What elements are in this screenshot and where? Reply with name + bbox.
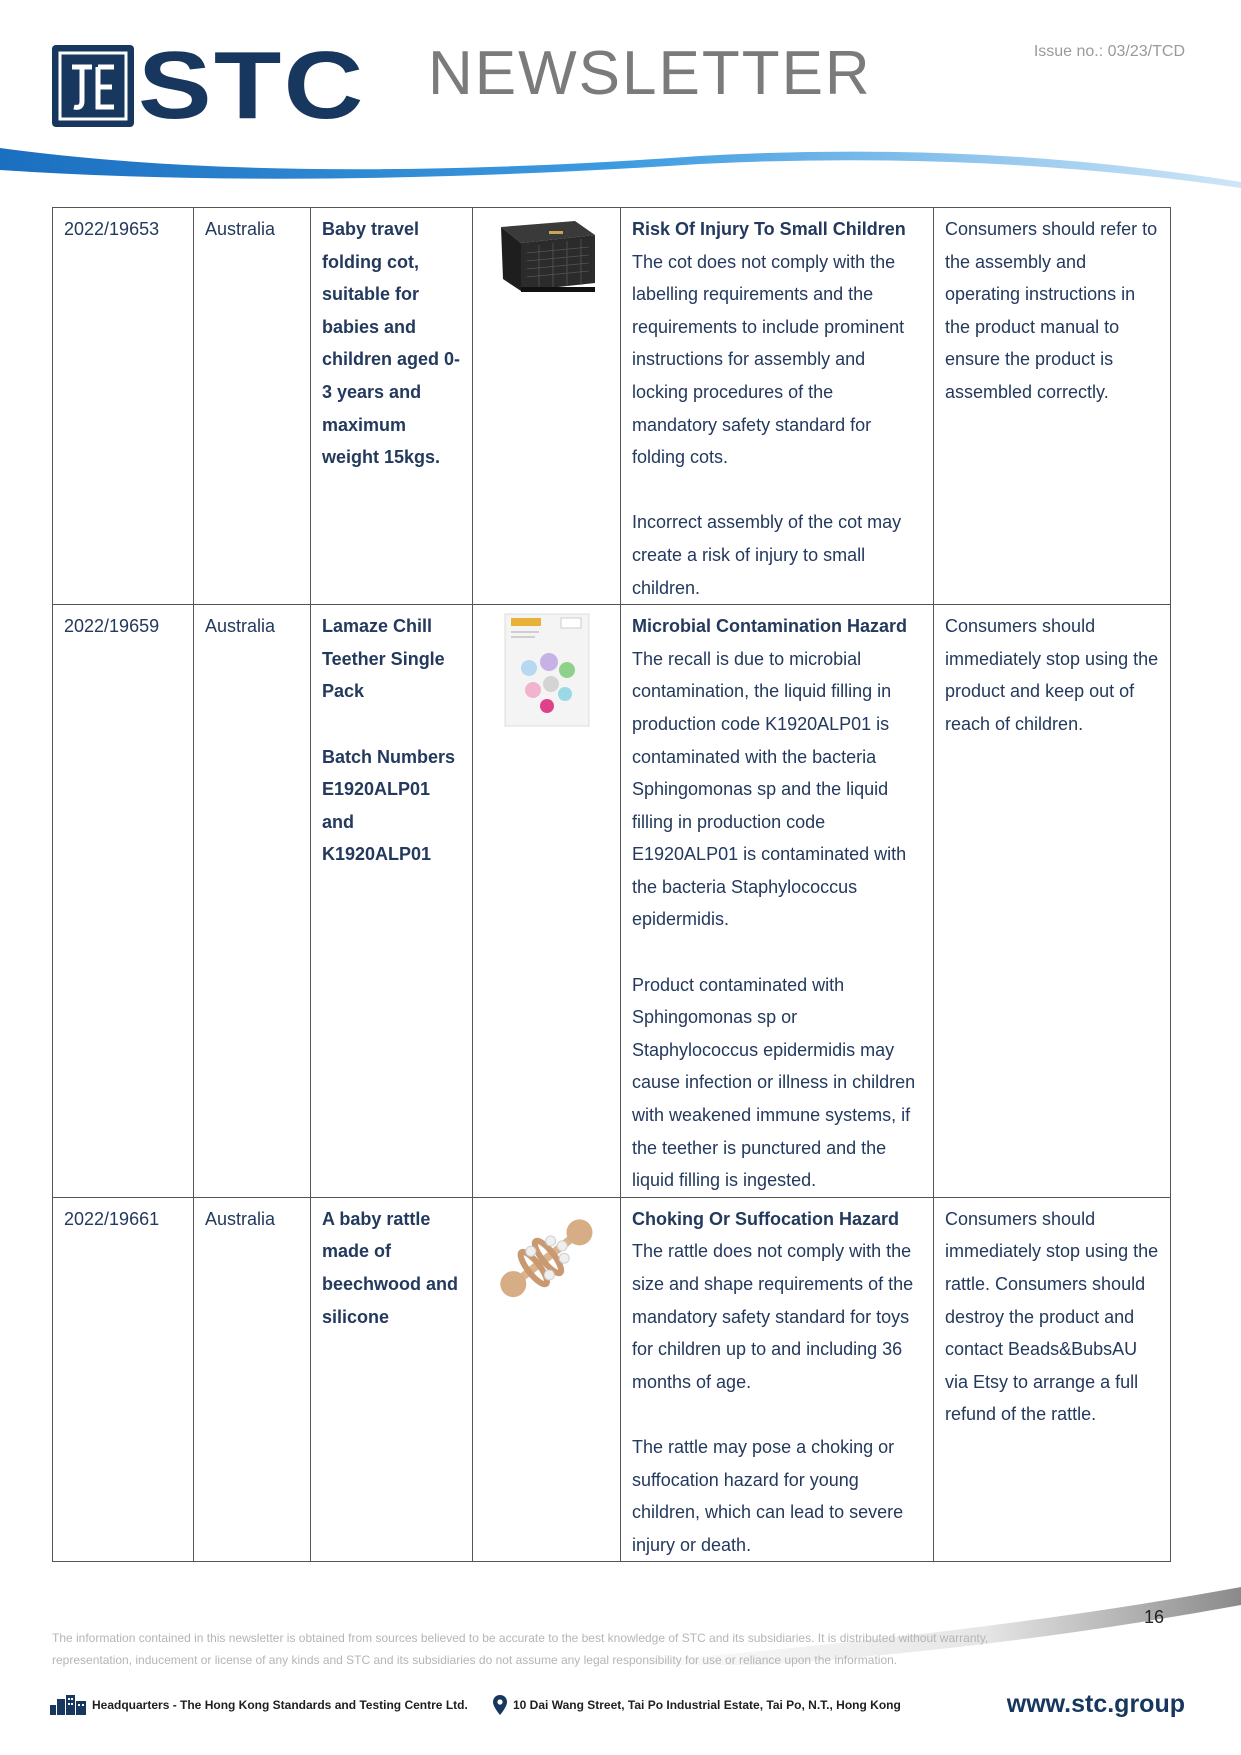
product-description: A baby rattle made of beechwood and silicone (311, 1197, 473, 1562)
hazard-paragraph: The rattle does not comply with the size and shape requirements of the mandatory safety standard for toys for children up to and including 36 months of age. (632, 1241, 914, 1392)
address (493, 1695, 901, 1715)
website-link[interactable]: www.stc.group (1006, 1690, 1185, 1718)
page-number: 16 (1144, 1607, 1165, 1627)
recommended-action: Consumers should refer to the assembly and operating instructions in the product manual to ensure the product is assembled correctly. (934, 208, 1171, 605)
product-photo (473, 605, 621, 1198)
building-icon (50, 1695, 86, 1715)
address-text: 10 Dai Wang Street, Tai Po Industrial Estate, Tai Po, N.T., Hong Kong (513, 1698, 901, 1712)
disclaimer: The information contained in this newsletter is obtained from sources believed to be accurate to the best knowledge of STC and its subsidiaries. It is distributed without warranty, representation, inducement or license of any kinds and STC and its subsidiaries do not assume any legal responsibility for use or reliance upon the information. (52, 1631, 989, 1667)
recommended-action: Consumers should immediately stop using the rattle. Consumers should destroy the product and contact Beads&BubsAU via Etsy to arrange a full refund of the rattle. (934, 1197, 1171, 1562)
table-row (53, 1197, 1171, 1562)
headquarters (50, 1695, 468, 1715)
product-description: Baby travel folding cot, suitable for babies and children aged 0-3 years and maximum weight 15kgs. (311, 208, 473, 605)
table-row (53, 605, 1171, 1198)
folding-cot-photo-icon (491, 213, 603, 295)
wooden-rattle-photo-icon (491, 1203, 603, 1313)
hazard-paragraph: The rattle may pose a choking or suffocation hazard for young children, which can lead to severe injury or death. (632, 1436, 904, 1555)
hazard-title: Microbial Contamination Hazard (632, 616, 908, 637)
teether-pack-photo-icon (499, 610, 595, 730)
country: Australia (194, 1197, 311, 1562)
hazard-title: Risk Of Injury To Small Children (632, 219, 906, 239)
country: Australia (194, 208, 311, 605)
stc-logo-mark-icon (52, 45, 134, 127)
hazard-paragraph: Incorrect assembly of the cot may create a risk of injury to small children. (632, 512, 902, 598)
headquarters-text: Headquarters - The Hong Kong Standards and Testing Centre Ltd. (92, 1698, 468, 1712)
product-description: Lamaze Chill Teether Single Pack Batch Numbers E1920ALP01 and K1920ALP01 (311, 605, 473, 1198)
hazard-description (621, 1197, 934, 1562)
hazard-paragraph: Product contaminated with Sphingomonas sp or Staphylococcus epidermidis may cause infection or illness in children with weakened immune systems, if the teether is punctured and the liquid filling is ingested. (632, 974, 916, 1191)
page-header (0, 0, 1241, 200)
header-swoosh-icon (0, 140, 1241, 200)
hazard-description (621, 605, 934, 1198)
product-photo (473, 208, 621, 605)
recommended-action: Consumers should immediately stop using the product and keep out of reach of children. (934, 605, 1171, 1198)
issue-number: Issue no.: 03/23/TCD (1033, 43, 1185, 60)
country: Australia (194, 605, 311, 1198)
reference-number: 2022/19661 (53, 1197, 194, 1562)
location-pin-icon (493, 1695, 507, 1715)
table-row (53, 208, 1171, 605)
logo-wordmark: STC (138, 32, 366, 139)
reference-number: 2022/19653 (53, 208, 194, 605)
reference-number: 2022/19659 (53, 605, 194, 1198)
recall-table (52, 207, 1171, 1562)
newsletter-title: NEWSLETTER (428, 39, 872, 108)
hazard-paragraph: The recall is due to microbial contamination, the liquid filling in production code K1920ALP01 is contaminated with the bacteria Sphingomonas sp and the liquid filling in production code E1920ALP01 is contaminated with the bacteria Staphylococcus epidermidis. (632, 648, 907, 930)
stc-logo (52, 32, 366, 139)
product-photo (473, 1197, 621, 1562)
hazard-title: Choking Or Suffocation Hazard (632, 1208, 900, 1229)
hazard-paragraph: The cot does not comply with the labelling requirements and the requirements to include prominent instructions for assembly and locking procedures of the mandatory safety standard for folding cots. (632, 251, 905, 468)
hazard-description (621, 208, 934, 605)
